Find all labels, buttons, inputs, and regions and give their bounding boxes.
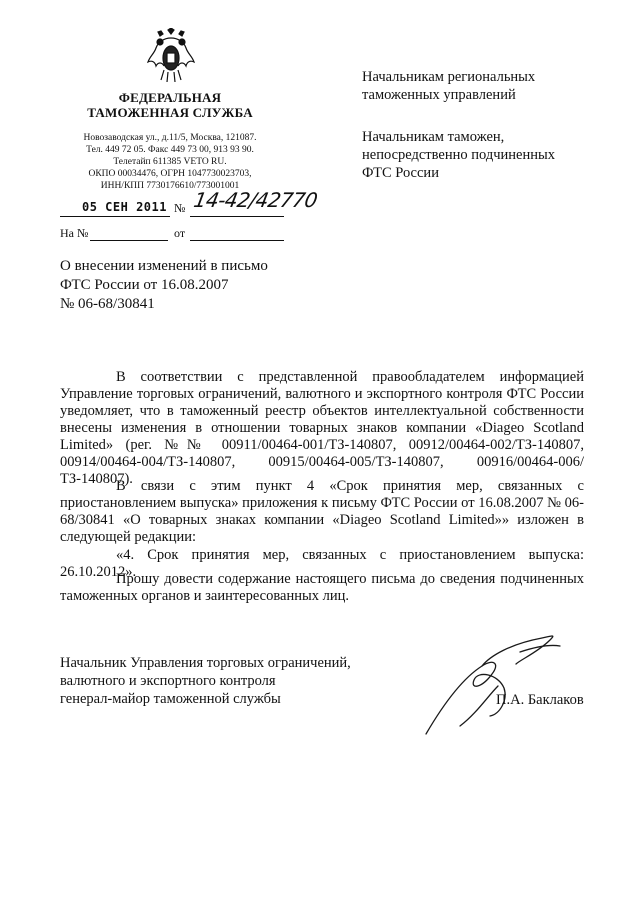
from-label: от [174,226,186,240]
org-inn-kpp: ИНН/КПП 7730176610/773001001 [100,181,240,191]
position-line1: Начальник Управления торговых ограничений, [60,655,351,671]
org-name-line1: ФЕДЕРАЛЬНАЯ [118,90,222,105]
from-blank [190,240,284,241]
org-name-line2: ТАМОЖЕННАЯ СЛУЖБА [87,105,253,120]
letter-subject [60,257,268,314]
number-sign: № [174,201,186,215]
org-phone-fax: Тел. 449 72 05. Факс 449 73 00, 913 93 90. [86,145,254,155]
addressee-1-line1: Начальникам региональных [362,69,536,85]
subject-line3: № 06-68/30841 [60,296,155,312]
body-paragraph-3: «4. Срок принятия мер, связанных с приостановлением выпуска: 26.10.2012». [60,547,584,580]
double-headed-eagle-icon [146,28,196,84]
letter-number: 14-42/42770 [191,188,320,212]
position-line3: генерал-майор таможенной службы [60,691,281,707]
org-address: Новозаводская ул., д.11/5, Москва, 121087. [83,133,257,143]
org-teletype: Телетайп 611385 VETO RU. [113,157,227,167]
number-underline [190,216,284,217]
reference-label: На № [60,226,89,240]
date-underline [60,216,170,217]
body-paragraph-2: В связи с этим пункт 4 «Срок принятия мер, связанных с приостановлением выпуска» приложения к письму ФТС России от 16.08.2007 № 06-68/30841 «О товарных знаках компании «Diageo Scotland Limited»» изложен в следующей редакции: [60,478,584,545]
subject-line2: ФТС России от 16.08.2007 [60,277,229,293]
position-line2: валютного и экспортного контроля [60,673,276,689]
reference-blank [90,240,168,241]
body-paragraph-1: В соответствии с представленной правообладателем информацией Управление торговых ограничений, валютного и экспортного контроля ФТС России уведомляет, что в таможенный реестр объектов интеллектуальной собственности внесены изменения в отношении товарных знаков компании «Diageo Scotland Limited» (рег. №№ 00911/00464-001/ТЗ-140807, 00912/00464-002/ТЗ-140807, 00914/00464-004/ТЗ-140807, 00915/00464-005/ТЗ-140807, 00916/00464-006/ТЗ-140807). [60,369,584,487]
letter-date: 05 СЕН 2011 [82,200,167,214]
addressee-2-line3: ФТС России [362,165,439,181]
handwritten-signature-icon [420,630,570,740]
addressee-2-line2: непосредственно подчиненных [362,147,555,163]
subject-line1: О внесении изменений в письмо [60,258,268,274]
addressee-1-line2: таможенных управлений [362,87,516,103]
body-paragraph-4: Прошу довести содержание настоящего письма до сведения подчиненных таможенных органов и заинтересованных лиц. [60,571,584,604]
addressee-2-line1: Начальникам таможен, [362,129,505,145]
signatory-position [60,654,351,708]
org-okpo-ogrn: ОКПО 00034476, ОГРН 1047730023703, [88,169,252,179]
signatory-name: П.А. Баклаков [496,692,584,708]
